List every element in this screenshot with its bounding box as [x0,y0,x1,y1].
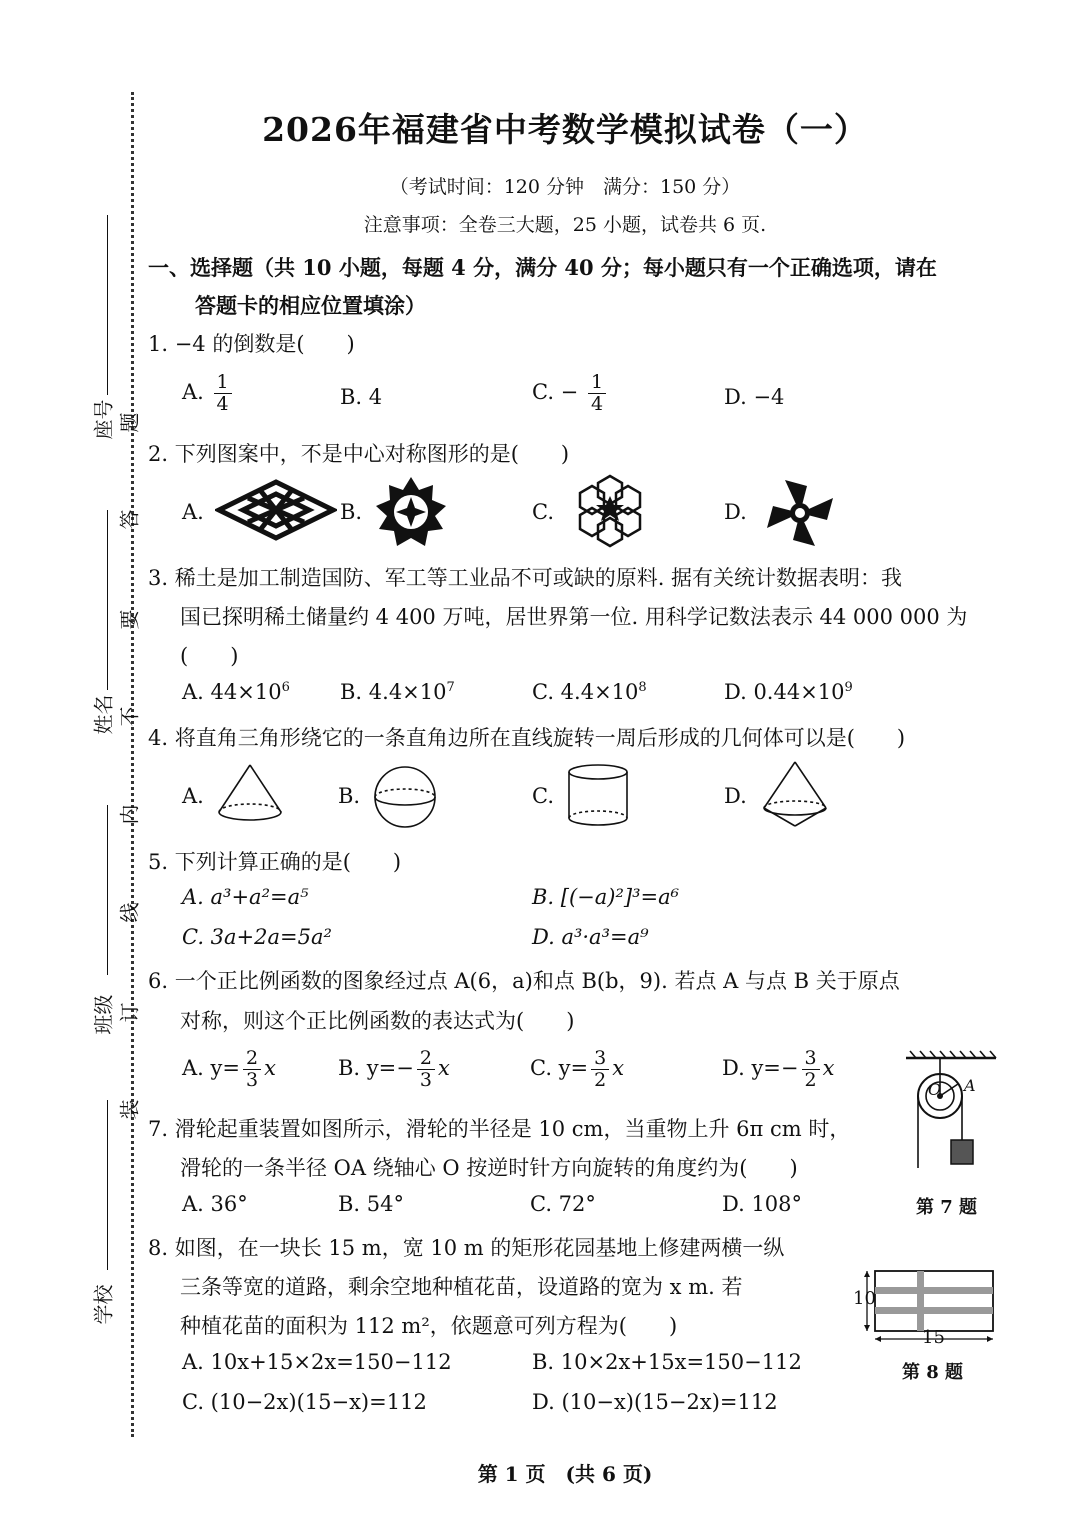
q7-option-a: A. 36° [182,1192,248,1216]
q3-line1: 3. 稀土是加工制造国防、军工等工业品不可或缺的原料. 据有关统计数据表明：我 [148,566,903,590]
double-cone-shape-icon [760,760,830,830]
name-label: 姓名 [91,694,116,735]
q5-option-c: C. 3a+2a=5a² [182,925,332,949]
q2-option-a: A. [182,500,204,524]
pulley-figure [900,1048,1000,1178]
q3-line2: 国已探明稀土储量约 4 400 万吨，居世界第一位. 用科学记数法表示 44 000 000 为 [180,605,968,629]
q6-line2: 对称，则这个正比例函数的表达式为( ) [180,1009,575,1033]
page-footer: 第 1 页 (共 6 页) [477,1462,653,1486]
section1-heading-cont: 答题卡的相应位置填涂） [195,293,426,318]
q7-option-b: B. 54° [338,1192,405,1216]
q8-line1: 8. 如图，在一块长 15 m，宽 10 m 的矩形花园基地上修建两横一纵 [148,1236,785,1260]
class-underline [107,805,108,975]
q1-option-d: D. −4 [724,385,785,409]
school-label: 学校 [91,1284,116,1325]
q6-option-d: D. y=− $\frac{3}{2}$ x [722,1047,835,1091]
fig7-caption: 第 7 题 [916,1197,978,1218]
q4-stem: 4. 将直角三角形绕它的一条直角边所在直线旋转一周后形成的几何体可以是( ) [148,726,906,750]
q8-line2: 三条等宽的道路，剩余空地种植花苗，设道路的宽为 x m. 若 [180,1275,743,1299]
garden-height-label: 10 [853,1288,876,1309]
q8-option-d: D. (10−x)(15−2x)=112 [532,1390,778,1414]
q7-option-c: C. 72° [530,1192,596,1216]
q3-line3: ( ) [180,644,239,668]
star-medallion-pattern-icon [375,476,447,548]
binding-dotted-line [131,92,134,1437]
q2-option-b: B. [340,500,363,524]
q4-option-b: B. [338,784,361,808]
q2-option-c: C. [532,500,554,524]
q1-option-b: B. 4 [340,385,383,409]
exam-notice: 注意事项：全卷三大题，25 小题，试卷共 6 页. [363,214,767,236]
q4-option-a: A. [182,784,204,808]
warn-char: 装 [117,1099,142,1120]
pinwheel-pattern-icon [765,478,835,548]
warn-char: 答 [117,509,142,530]
q8-option-b: B. 10×2x+15x=150−112 [532,1350,802,1374]
q3-option-b: B. $4.4\times 10^7$ [340,680,455,704]
q3-option-a: A. $44\times 10^6$ [182,680,290,704]
exam-title: 2026年福建省中考数学模拟试卷（一） [262,110,868,149]
q6-option-b: B. y=− $\frac{2}{3}$ x [338,1047,450,1091]
seat-underline [107,215,108,395]
endless-knot-pattern-icon [215,478,337,542]
warn-char: 内 [117,804,142,825]
sphere-shape-icon [372,764,438,830]
q1-option-c: C. − $\frac{1}{4}$ [532,372,609,415]
section1-heading: 一、选择题（共 10 小题，每题 4 分，满分 40 分；每小题只有一个正确选项，请在 [148,255,937,280]
garden-width-label: 15 [922,1327,945,1348]
q8-option-c: C. (10−2x)(15−x)=112 [182,1390,427,1414]
class-label: 班级 [91,994,116,1035]
warn-char: 题 [117,412,142,433]
seat-label: 座号 [91,399,116,440]
exam-time-info: （考试时间：120 分钟 满分：150 分） [389,176,741,198]
q4-option-c: C. [532,784,554,808]
pulley-label-a: A [964,1076,976,1095]
q5-stem: 5. 下列计算正确的是( ) [148,850,402,874]
q8-option-a: A. 10x+15×2x=150−112 [182,1350,452,1374]
cone-shape-icon [215,762,285,824]
q8-line3: 种植花苗的面积为 112 m²，依题意可列方程为( ) [180,1314,678,1338]
q1-option-a: A. $\frac{1}{4}$ [182,372,235,415]
q5-option-a: A. a³+a²=a⁵ [182,885,309,909]
q4-option-d: D. [724,784,747,808]
warn-char: 线 [117,902,142,923]
q3-option-c: C. $4.4\times 10^8$ [532,680,647,704]
fig8-caption: 第 8 题 [902,1362,964,1383]
warn-char: 订 [117,1002,142,1023]
q1-stem: 1. −4 的倒数是( ) [148,332,355,356]
pulley-label-o: O [928,1080,942,1099]
q6-line1: 6. 一个正比例函数的图象经过点 A(6，a)和点 B(b，9). 若点 A 与点 B 关于原点 [148,969,900,993]
warn-char: 要 [117,609,142,630]
q2-option-d: D. [724,500,747,524]
q7-line2: 滑轮的一条半径 OA 绕轴心 O 按逆时针方向旋转的角度约为( ) [180,1156,798,1180]
q5-option-b: B. [(−a)²]³=a⁶ [532,885,680,909]
warn-char: 不 [117,706,142,727]
q2-stem: 2. 下列图案中，不是中心对称图形的是( ) [148,442,570,466]
hexagon-cluster-pattern-icon [570,474,650,548]
q3-option-d: D. $0.44\times 10^9$ [724,680,853,704]
q7-line1: 7. 滑轮起重装置如图所示，滑轮的半径是 10 cm，当重物上升 6π cm 时， [148,1117,851,1141]
cylinder-shape-icon [565,762,631,828]
q6-option-c: C. y= $\frac{3}{2}$ x [530,1047,625,1091]
q5-option-d: D. a³·a³=a⁹ [532,925,649,949]
school-underline [107,1100,108,1270]
name-underline [107,510,108,690]
q7-option-d: D. 108° [722,1192,803,1216]
q6-option-a: A. y= $\frac{2}{3}$ x [182,1047,276,1091]
